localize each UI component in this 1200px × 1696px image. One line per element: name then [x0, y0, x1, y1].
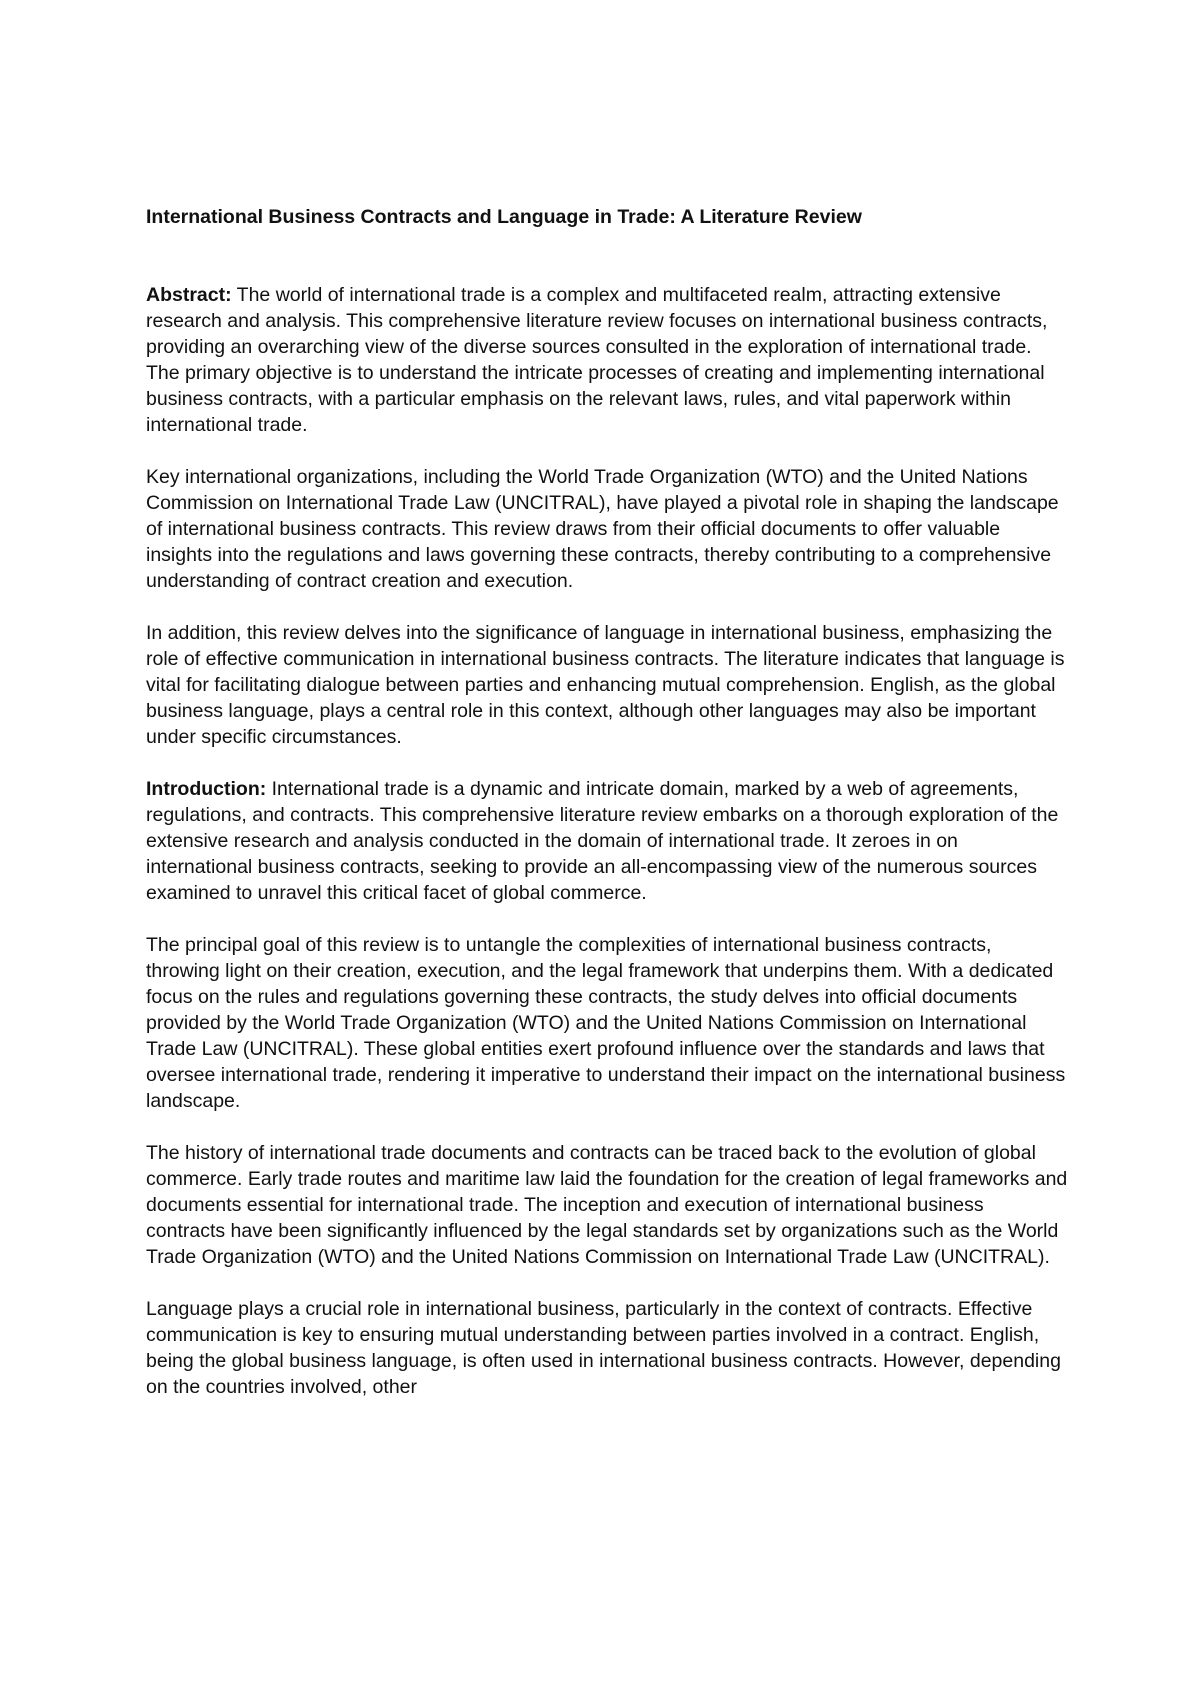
- introduction-heading: Introduction:: [146, 778, 267, 800]
- body-paragraph: [146, 464, 1068, 594]
- abstract-heading: Abstract:: [146, 284, 232, 306]
- body-paragraph: [146, 620, 1068, 750]
- body-paragraph: [146, 932, 1068, 1114]
- introduction-paragraph: [146, 776, 1068, 906]
- body-paragraph: [146, 1140, 1068, 1270]
- paragraph-text: Key international organizations, including the World Trade Organization (WTO) and the United Nations Commission on International Trade Law (UNCITRAL), have played a pivotal role in shaping the landscape of international business contracts. This review draws from their official documents to offer valuable insights into the regulations and laws governing these contracts, thereby contributing to a comprehensive understanding of contract creation and execution.: [146, 466, 1059, 592]
- introduction-text: International trade is a dynamic and intricate domain, marked by a web of agreements, regulations, and contracts. This comprehensive literature review embarks on a thorough exploration of the extensive research and analysis conducted in the domain of international trade. It zeroes in on international business contracts, seeking to provide an all-encompassing view of the numerous sources examined to unravel this critical facet of global commerce.: [146, 778, 1059, 904]
- paragraph-text: In addition, this review delves into the significance of language in international business, emphasizing the role of effective communication in international business contracts. The literature indicates that language is vital for facilitating dialogue between parties and enhancing mutual comprehension. English, as the global business language, plays a central role in this context, although other languages may also be important under specific circumstances.: [146, 622, 1065, 748]
- abstract-text: The world of international trade is a complex and multifaceted realm, attracting extensive research and analysis. This comprehensive literature review focuses on international business contracts, providing an overarching view of the diverse sources consulted in the exploration of international trade. The primary objective is to understand the intricate processes of creating and implementing international business contracts, with a particular emphasis on the relevant laws, rules, and vital paperwork within international trade.: [146, 284, 1048, 436]
- paragraph-text: Language plays a crucial role in international business, particularly in the context of contracts. Effective communication is key to ensuring mutual understanding between parties involved in a contract. English, being the global business language, is often used in international business contracts. However, depending on the countries involved, other: [146, 1298, 1061, 1398]
- abstract-paragraph: [146, 282, 1068, 438]
- document-body: [146, 204, 1068, 1426]
- paragraph-text: The principal goal of this review is to untangle the complexities of international business contracts, throwing light on their creation, execution, and the legal framework that underpins them. With a dedicated focus on the rules and regulations governing these contracts, the study delves into official documents provided by the World Trade Organization (WTO) and the United Nations Commission on International Trade Law (UNCITRAL). These global entities exert profound influence over the standards and laws that oversee international trade, rendering it imperative to understand their impact on the international business landscape.: [146, 934, 1066, 1112]
- paragraph-text: The history of international trade documents and contracts can be traced back to the evolution of global commerce. Early trade routes and maritime law laid the foundation for the creation of legal frameworks and documents essential for international trade. The inception and execution of international business contracts have been significantly influenced by the legal standards set by organizations such as the World Trade Organization (WTO) and the United Nations Commission on International Trade Law (UNCITRAL).: [146, 1142, 1068, 1268]
- body-paragraph: [146, 1296, 1068, 1400]
- document-title: International Business Contracts and Language in Trade: A Literature Review: [146, 206, 862, 228]
